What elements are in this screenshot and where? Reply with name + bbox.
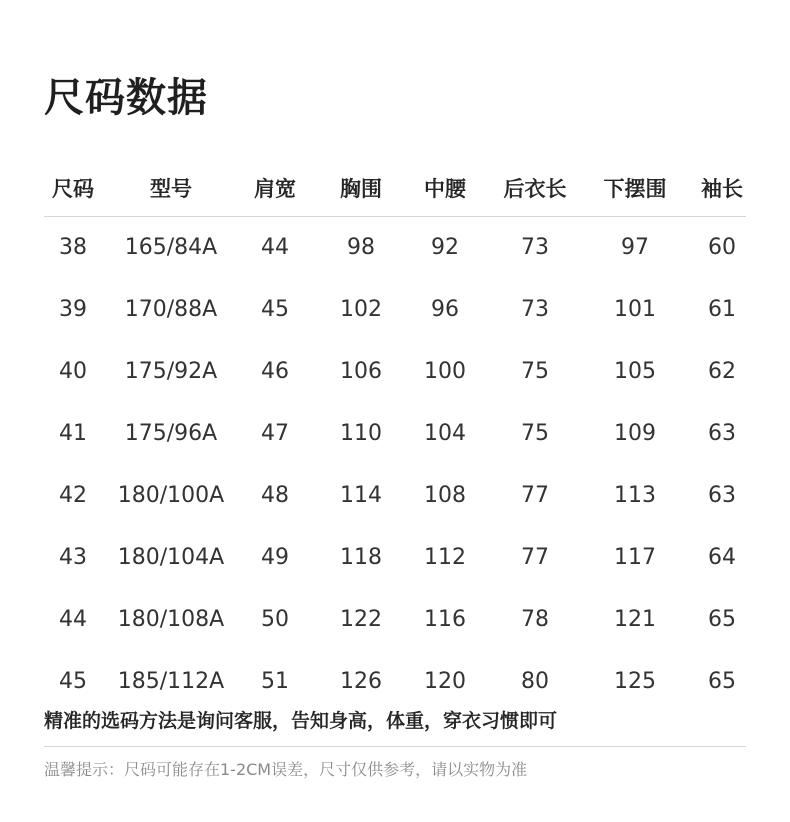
cell-back-length: 78 [521, 607, 549, 632]
cell-shoulder: 45 [261, 297, 289, 322]
cell-model: 165/84A [124, 235, 218, 260]
sizing-advice: 精准的选码方法是询问客服，告知身高，体重，穿衣习惯即可 [44, 710, 558, 732]
cell-shoulder: 48 [261, 483, 289, 508]
cell-sleeve: 61 [708, 297, 736, 322]
cell-chest: 126 [340, 669, 382, 694]
cell-back-length: 73 [521, 235, 549, 260]
table-row [44, 341, 746, 403]
cell-sleeve: 63 [708, 483, 736, 508]
page-title: 尺码数据 [44, 75, 208, 121]
cell-sleeve: 65 [708, 607, 736, 632]
cell-model: 185/112A [117, 669, 225, 694]
table-row [44, 465, 746, 527]
cell-hem: 101 [614, 297, 656, 322]
table-row [44, 651, 746, 713]
cell-waist: 104 [424, 421, 466, 446]
divider [44, 746, 746, 747]
cell-model: 175/96A [124, 421, 218, 446]
cell-model: 180/108A [117, 607, 225, 632]
cell-back-length: 77 [521, 483, 549, 508]
header-waist: 中腰 [424, 177, 466, 201]
cell-size: 38 [59, 235, 87, 260]
cell-hem: 109 [614, 421, 656, 446]
table-row [44, 589, 746, 651]
header-hem: 下摆围 [603, 177, 667, 201]
size-table [44, 164, 746, 713]
cell-hem: 97 [621, 235, 649, 260]
cell-chest: 98 [347, 235, 375, 260]
cell-chest: 114 [340, 483, 382, 508]
cell-chest: 122 [340, 607, 382, 632]
header-chest: 胸围 [340, 177, 382, 201]
cell-sleeve: 65 [708, 669, 736, 694]
header-back-length: 后衣长 [503, 177, 567, 201]
cell-shoulder: 51 [261, 669, 289, 694]
cell-waist: 100 [424, 359, 466, 384]
cell-model: 180/104A [117, 545, 225, 570]
cell-size: 39 [59, 297, 87, 322]
table-row [44, 279, 746, 341]
cell-waist: 120 [424, 669, 466, 694]
header-sleeve: 袖长 [701, 177, 743, 201]
cell-back-length: 73 [521, 297, 549, 322]
cell-hem: 125 [614, 669, 656, 694]
cell-waist: 116 [424, 607, 466, 632]
header-size: 尺码 [52, 177, 94, 201]
cell-sleeve: 62 [708, 359, 736, 384]
tolerance-notice: 温馨提示：尺码可能存在1-2CM误差，尺寸仅供参考，请以实物为准 [44, 760, 528, 779]
cell-hem: 117 [614, 545, 656, 570]
cell-shoulder: 49 [261, 545, 289, 570]
cell-shoulder: 50 [261, 607, 289, 632]
cell-model: 170/88A [124, 297, 218, 322]
cell-chest: 106 [340, 359, 382, 384]
cell-model: 175/92A [124, 359, 218, 384]
cell-chest: 118 [340, 545, 382, 570]
cell-shoulder: 47 [261, 421, 289, 446]
cell-hem: 121 [614, 607, 656, 632]
cell-back-length: 75 [521, 359, 549, 384]
cell-size: 44 [59, 607, 87, 632]
cell-waist: 112 [424, 545, 466, 570]
header-shoulder: 肩宽 [254, 177, 296, 201]
cell-shoulder: 46 [261, 359, 289, 384]
cell-sleeve: 63 [708, 421, 736, 446]
cell-size: 43 [59, 545, 87, 570]
cell-sleeve: 60 [708, 235, 736, 260]
cell-model: 180/100A [117, 483, 225, 508]
cell-waist: 92 [431, 235, 459, 260]
table-header-row [44, 164, 746, 217]
cell-hem: 105 [614, 359, 656, 384]
table-row [44, 403, 746, 465]
cell-back-length: 77 [521, 545, 549, 570]
cell-chest: 102 [340, 297, 382, 322]
cell-size: 40 [59, 359, 87, 384]
cell-chest: 110 [340, 421, 382, 446]
header-model: 型号 [150, 177, 192, 201]
cell-size: 42 [59, 483, 87, 508]
table-row [44, 527, 746, 589]
cell-sleeve: 64 [708, 545, 736, 570]
cell-waist: 108 [424, 483, 466, 508]
cell-hem: 113 [614, 483, 656, 508]
table-row [44, 217, 746, 279]
cell-size: 41 [59, 421, 87, 446]
cell-shoulder: 44 [261, 235, 289, 260]
cell-size: 45 [59, 669, 87, 694]
cell-back-length: 75 [521, 421, 549, 446]
cell-back-length: 80 [521, 669, 549, 694]
cell-waist: 96 [431, 297, 459, 322]
